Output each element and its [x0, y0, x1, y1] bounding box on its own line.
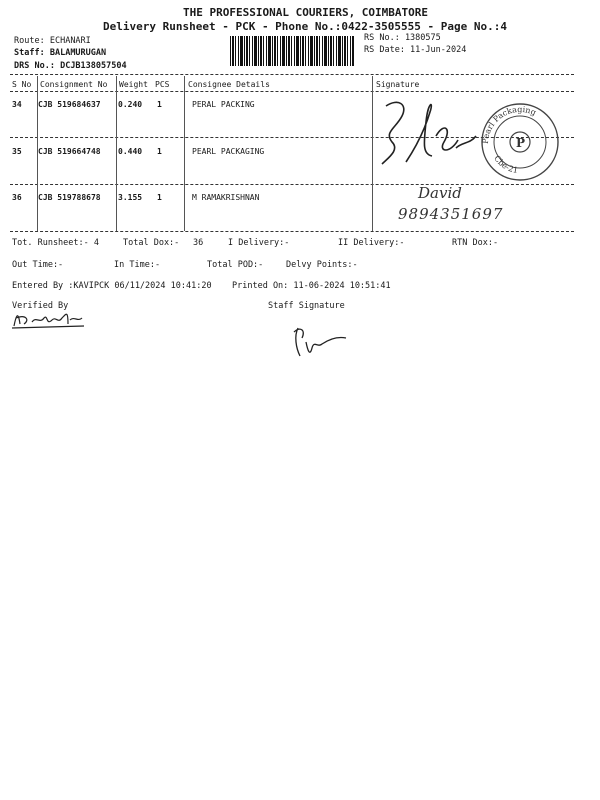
row-2-sno: 35 [12, 147, 22, 156]
printed-on: Printed On: 11-06-2024 10:51:41 [232, 281, 391, 291]
row-1-sno: 34 [12, 100, 22, 109]
row-1-pcs: 1 [157, 100, 162, 109]
rtn-dox: RTN Dox:- [452, 238, 499, 248]
verified-by-signature [10, 306, 90, 332]
entered-by: Entered By :KAVIPCK 06/11/2024 10:41:20 [12, 281, 212, 291]
stamp-bottom-text: Cbe-21 [492, 153, 519, 176]
col-header-signature: Signature [376, 80, 420, 89]
rs-number: RS No.: 1380575 [364, 33, 441, 43]
row-1-consignee: PERAL PACKING [192, 100, 255, 109]
company-title: THE PROFESSIONAL COURIERS, COIMBATORE [183, 6, 429, 19]
pearl-packaging-stamp [470, 100, 570, 184]
route-value: ECHANARI [49, 36, 91, 46]
drs-line [14, 61, 127, 71]
out-time: Out Time:- [12, 260, 64, 270]
stamp-top-text: Pearl Packaging [480, 104, 538, 145]
summary-line-1 [12, 238, 99, 248]
col-divider-4 [372, 76, 373, 231]
row-3-sno: 36 [12, 193, 22, 202]
col-divider-3 [184, 76, 185, 231]
route-line [14, 36, 91, 46]
stamp-logo-letter: P [516, 136, 526, 150]
runsheet-subtitle: Delivery Runsheet - PCK - Phone No.:0422-3505555 - Page No.:4 [103, 20, 507, 33]
in-time: In Time:- [114, 260, 161, 270]
handwritten-name: David [418, 184, 462, 202]
row-3-pcs: 1 [157, 193, 162, 202]
drs-label: DRS No.: [14, 61, 55, 71]
delvy-points: Delvy Points:- [286, 260, 358, 270]
row-3-consignee: M RAMAKRISHNAN [192, 193, 260, 202]
row-1-weight: 0.240 [118, 100, 143, 109]
total-pod: Total POD:- [207, 260, 264, 270]
table-bottom-rule [10, 231, 574, 232]
row-1-consignment: CJB 519684637 [38, 100, 101, 109]
staff-line [14, 48, 106, 58]
staff-value: BALAMURUGAN [49, 48, 107, 58]
row-2-pcs: 1 [157, 147, 162, 156]
ii-delivery: II Delivery:- [338, 238, 405, 248]
total-dox: Total Dox:- [123, 238, 180, 248]
verified-by-label: Verified By [12, 301, 69, 311]
total-dox-value: 36 [193, 238, 204, 248]
route-label: Route: [14, 36, 45, 46]
barcode [230, 36, 354, 66]
staff-label: Staff: [14, 48, 45, 58]
row-rule-2 [10, 184, 574, 185]
staff-signature-label: Staff Signature [268, 301, 345, 311]
drs-value: DCJB138057504 [60, 61, 127, 71]
col-header-sno: S No [12, 80, 32, 89]
table-header-rule [10, 91, 574, 92]
row-3-consignment: CJB 519788678 [38, 193, 101, 202]
col-header-consignment: Consignment No [40, 80, 108, 89]
row-3-weight: 3.155 [118, 193, 143, 202]
staff-signature-scribble [288, 322, 358, 362]
tot-runsheet: Tot. Runsheet:- 4 [12, 238, 99, 248]
rs-date: RS Date: 11-Jun-2024 [364, 45, 467, 55]
i-delivery: I Delivery:- [228, 238, 290, 248]
row-2-weight: 0.440 [118, 147, 143, 156]
col-header-consignee: Consignee Details [188, 80, 270, 89]
col-header-weight: Weight [119, 80, 148, 89]
row-2-consignment: CJB 519664748 [38, 147, 101, 156]
row-2-consignee: PEARL PACKAGING [192, 147, 265, 156]
handwritten-phone: 9894351697 [398, 205, 504, 223]
col-divider-2 [116, 76, 117, 231]
col-header-pcs: PCS [155, 80, 170, 89]
table-top-rule [10, 74, 574, 75]
